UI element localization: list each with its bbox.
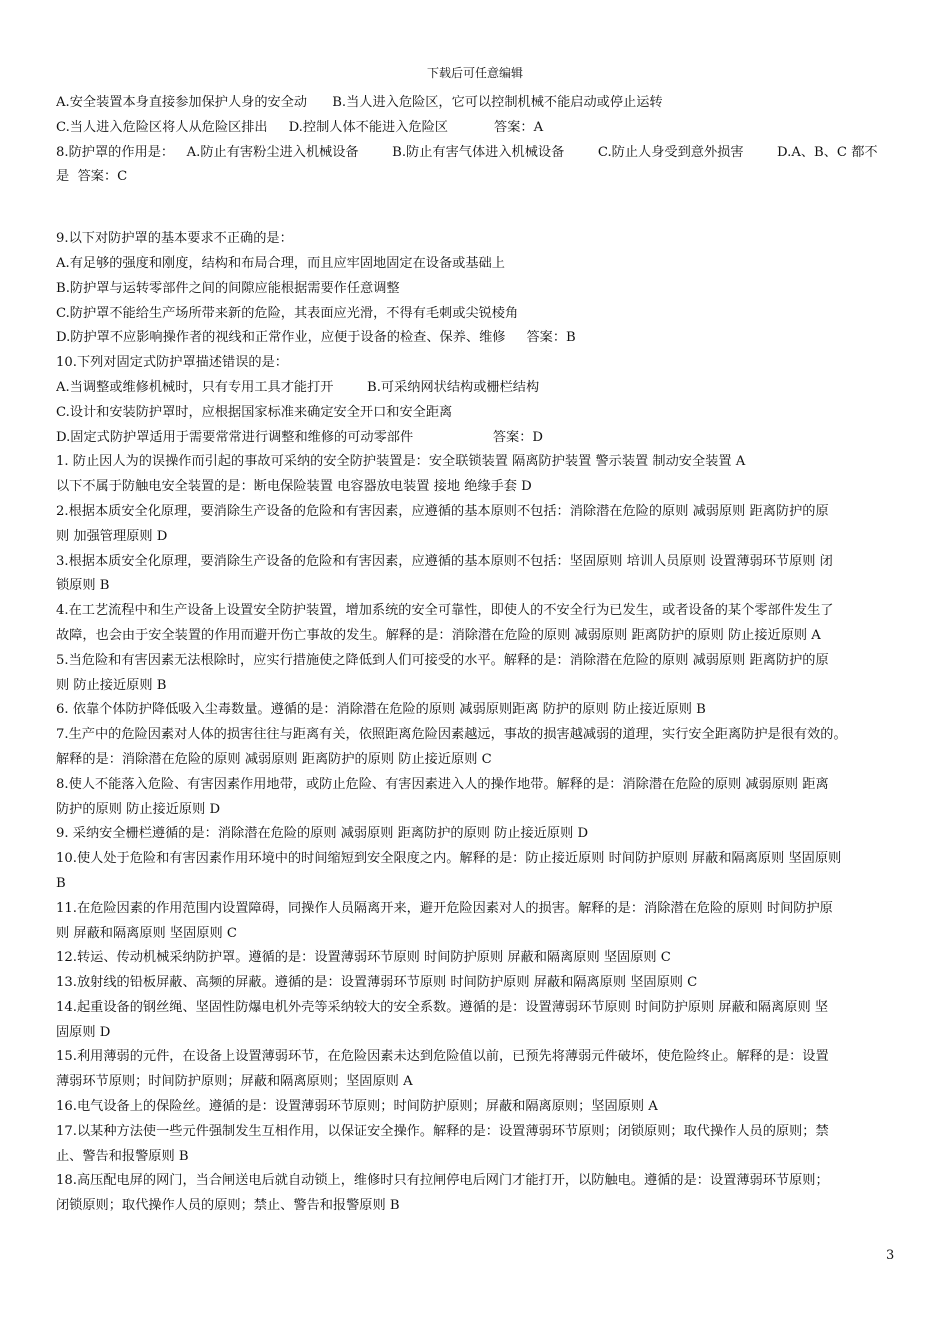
text-line: 11.在危险因素的作用范围内设置障碍，同操作人员隔离开来，避开危险因素对人的损害。解释的是：消除潜在危险的原则 时间防护原: [56, 900, 833, 916]
text-line: 9. 采纳安全栅栏遵循的是：消除潜在危险的原则 减弱原则 距离防护的原则 防止接近原则 D: [56, 826, 589, 842]
text-line: 16.电气设备上的保险丝。遵循的是：设置薄弱环节原则；时间防护原则；屏蔽和隔离原则；坚固原则 A: [56, 1099, 658, 1115]
text-line: A.当调整或维修机械时，只有专用工具才能打开 B.可采纳网状结构或栅栏结构: [56, 379, 540, 395]
page-number: 3: [886, 1248, 895, 1263]
text-line: C.当人进入危险区将人从危险区排出 D.控制人体不能进入危险区 答案：A: [56, 119, 544, 135]
document-body: [56, 91, 908, 1219]
text-line: 是 答案：C: [56, 169, 128, 185]
text-line: C.设计和安装防护罩时，应根据国家标准来确定安全开口和安全距离: [56, 404, 453, 420]
question-block-b: [56, 227, 908, 1219]
text-line: 14.起重设备的钢丝绳、坚固性防爆电机外壳等采纳较大的安全系数。遵循的是：设置薄弱环节原则 时间防护原则 屏蔽和隔离原则 坚: [56, 999, 829, 1015]
paragraph-gap: [56, 190, 908, 227]
text-line: 8.防护罩的作用是： A.防止有害粉尘进入机械设备 B.防止有害气体进入机械设备 C.防止人身受到意外损害 D.A、B、C 都不: [56, 144, 878, 160]
text-line: 解释的是：消除潜在危险的原则 减弱原则 距离防护的原则 防止接近原则 C: [56, 751, 492, 767]
text-line: D.固定式防护罩适用于需要常常进行调整和维修的可动零部件 答案：D: [56, 429, 543, 445]
text-line: B: [56, 875, 66, 891]
text-line: 1. 防止因人为的误操作而引起的事故可采纳的安全防护装置是：安全联锁装置 隔离防护装置 警示装置 制动安全装置 A: [56, 454, 746, 470]
text-line: A.安全装置本身直接参加保护人身的安全动 B.当人进入危险区，它可以控制机械不能启动或停止运转: [56, 95, 663, 110]
text-line: 7.生产中的危险因素对人体的损害往往与距离有关，依照距离危险因素越远，事故的损害越减弱的道理，实行安全距离防护是很有效的。: [56, 727, 847, 743]
text-line: 17.以某种方法使一些元件强制发生互相作用，以保证安全操作。解释的是：设置薄弱环节原则；闭锁原则；取代操作人员的原则；禁: [56, 1123, 829, 1139]
text-line: 6. 依靠个体防护降低吸入尘毒数量。遵循的是：消除潜在危险的原则 减弱原则距离 防护的原则 防止接近原则 B: [56, 702, 706, 718]
page-header: 下载后可任意编辑: [426, 66, 523, 80]
text-line: D.防护罩不应影响操作者的视线和正常作业，应便于设备的检查、保养、维修 答案：B: [56, 330, 576, 346]
text-line: 闭锁原则；取代操作人员的原则；禁止、警告和报警原则 B: [56, 1198, 400, 1214]
text-line: 10.下列对固定式防护罩描述错误的是：: [56, 355, 288, 371]
text-line: 4.在工艺流程中和生产设备上设置安全防护装置，增加系统的安全可靠性，即使人的不安全行为已发生，或者设备的某个零部件发生了: [56, 603, 834, 619]
text-line: 固原则 D: [56, 1024, 111, 1040]
text-line: 则 屏蔽和隔离原则 坚固原则 C: [56, 925, 237, 941]
text-line: 则 防止接近原则 B: [56, 677, 167, 693]
text-line: 10.使人处于危险和有害因素作用环境中的时间缩短到安全限度之内。解释的是：防止接近原则 时间防护原则 屏蔽和隔离原则 坚固原则: [56, 851, 842, 867]
text-line: 3.根据本质安全化原理，要消除生产设备的危险和有害因素，应遵循的基本原则不包括：坚固原则 培训人员原则 设置薄弱环节原则 闭: [56, 553, 833, 569]
text-line: C.防护罩不能给生产场所带来新的危险，其表面应光滑，不得有毛刺或尖锐棱角: [56, 305, 519, 321]
text-line: 则 加强管理原则 D: [56, 528, 168, 544]
text-line: 15.利用薄弱的元件，在设备上设置薄弱环节，在危险因素未达到危险值以前，已预先将薄弱元件破坏，使危险终止。解释的是：设置: [56, 1049, 829, 1065]
text-line: B.防护罩与运转零部件之间的间隙应能根据需要作任意调整: [56, 280, 400, 296]
text-line: 8.使人不能落入危险、有害因素作用地带，或防止危险、有害因素进入人的操作地带。解释的是：消除潜在危险的原则 减弱原则 距离: [56, 776, 829, 792]
text-line: 止、警告和报警原则 B: [56, 1148, 189, 1164]
question-block-a: [56, 91, 908, 190]
text-line: 5.当危险和有害因素无法根除时，应实行措施使之降低到人们可接受的水平。解释的是：消除潜在危险的原则 减弱原则 距离防护的原: [56, 652, 829, 668]
text-line: A.有足够的强度和刚度，结构和布局合理，而且应牢固地固定在设备或基础上: [56, 255, 505, 271]
text-line: 防护的原则 防止接近原则 D: [56, 801, 221, 817]
text-line: 12.转运、传动机械采纳防护罩。遵循的是：设置薄弱环节原则 时间防护原则 屏蔽和隔离原则 坚固原则 C: [56, 950, 671, 966]
text-line: 以下不属于防触电安全装置的是：断电保险装置 电容器放电装置 接地 绝缘手套 D: [56, 479, 532, 495]
text-line: 薄弱环节原则；时间防护原则；屏蔽和隔离原则；坚固原则 A: [56, 1074, 413, 1090]
text-line: 18.高压配电屏的网门，当合闸送电后就自动锁上，维修时只有拉闸停电后网门才能打开，以防触电。遵循的是：设置薄弱环节原则；: [56, 1173, 829, 1189]
text-line: 锁原则 B: [56, 578, 110, 594]
text-line: 9.以下对防护罩的基本要求不正确的是：: [56, 231, 293, 247]
text-line: 故障，也会由于安全装置的作用而避开伤亡事故的发生。解释的是：消除潜在危险的原则 减弱原则 距离防护的原则 防止接近原则 A: [56, 627, 821, 643]
text-line: 13.放射线的铅板屏蔽、高频的屏蔽。遵循的是：设置薄弱环节原则 时间防护原则 屏蔽和隔离原则 坚固原则 C: [56, 975, 698, 991]
text-line: 2.根据本质安全化原理，要消除生产设备的危险和有害因素，应遵循的基本原则不包括：消除潜在危险的原则 减弱原则 距离防护的原: [56, 503, 829, 519]
